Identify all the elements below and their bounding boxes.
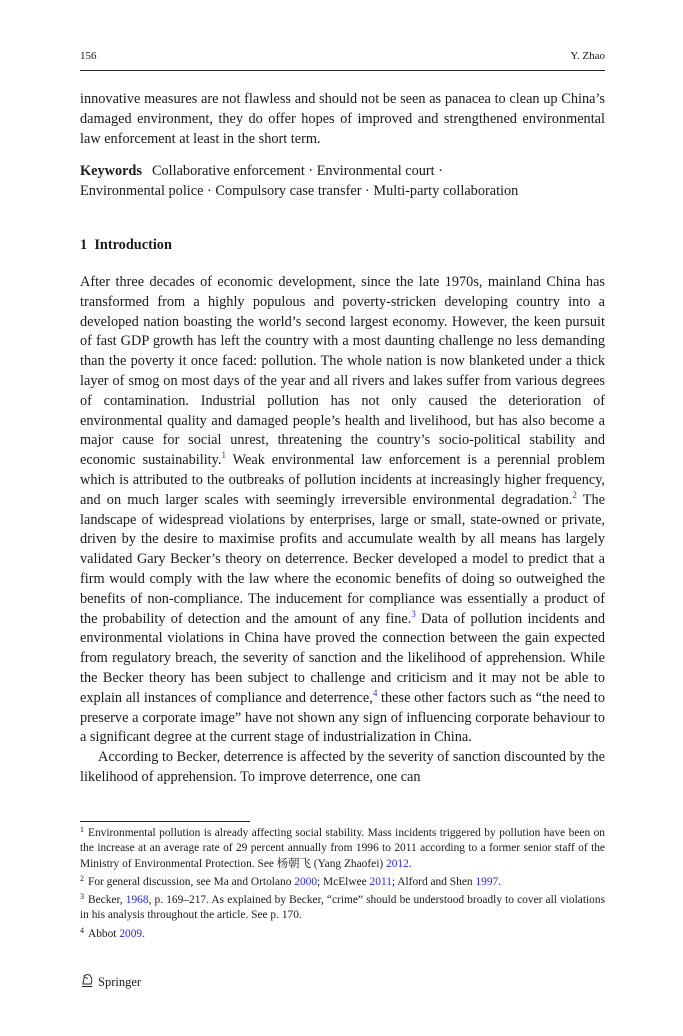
keywords-line-2: Environmental police · Compulsory case transfer · Multi-party collaboration [80, 182, 519, 199]
header-rule [80, 70, 605, 71]
page-number: 156 [80, 50, 97, 62]
publisher-name: Springer [98, 974, 142, 989]
section-number: 1 [80, 237, 88, 253]
footnote-4: $^4$ Abbot 2009. [80, 925, 145, 940]
footnote-2: $^2$ For general discussion, see Ma and Ortolano 2000; McElwee 2011; Alford and Shen 1997. [80, 873, 502, 888]
springer-knight-icon [80, 972, 94, 992]
main-text [80, 273, 605, 788]
section-title: Introduction [94, 237, 172, 253]
citation-link[interactable]: 2012 [386, 857, 409, 870]
keywords-block [80, 162, 605, 202]
footnotes [80, 826, 605, 945]
citation-link[interactable]: 2000 [294, 875, 318, 888]
running-head [80, 50, 605, 62]
footnote-ref-4[interactable]: 4 [372, 687, 378, 698]
footnote-3: $^3$ Becker, 1968, p. 169–217. As explained by Becker, “crime” should be understood broadly to cover all violations in his analysis throughout the article. See p. 170. [80, 892, 605, 922]
paragraph-1: After three decades of economic development, since the late 1970s, mainland China has transformed from a highly populous and poverty-stricken developing country into a developed nation boasting the world’s second largest economy. However, the keen pursuit of fast GDP growth has left the country with a most daunting challenge no less demanding than the poverty it once faced: pollution. The whole nation is now blanketed under a thick layer of smog on most days of the year and all rivers and lakes suffer from various degrees of contamination. Industrial pollution has not only caused the deterioration of environmental quality and damaged people’s health and livelihood, but has also become a major cause for social unrest, threatening the country’s socio-political stability and economic sustainability.$^1$ Weak environmental law enforcement is a perennial problem which is attributed to the outbreaks of pollution incidents at increasingly higher frequency, and on much larger scales with seemingly irreversible environmental degradation.$^2$ The landscape of widespread violations by enterprises, large or small, state-owned or private, driven by the desire to maximise profits and accumulate wealth by all means has largely validated Gary Becker’s theory on deterrence. Becker developed a model to predict that a firm would comply with the law where the economic benefits of doing so outweighed the benefits of non-compliance. The inducement for compliance was essentially a product of the probability of detection and the amount of any fine.$^3$ Data of pollution incidents and environmental violations in China have proved the connection between the gain expected from regulatory breach, the severity of sanction and the likelihood of apprehension. While the Becker theory has been subject to challenge and criticism and it may not be able to explain all instances of compliance and deterrence,$^4$ these other factors such as “the need to preserve a corporate image” have not shown any sign of influencing corporate behaviour to a significant degree at the current stage of industrialization in China. [80, 274, 605, 746]
footnote-rule [80, 821, 250, 822]
footnote-ref-1[interactable]: 1 [221, 450, 226, 461]
running-author: Y. Zhao [570, 50, 605, 62]
abstract-tail: innovative measures are not flawless and should not be seen as panacea to clean up China’s damaged environment, they do offer hopes of improved and strengthened environmental law enforcement at least in the short term. [80, 91, 605, 147]
citation-link[interactable]: 2011 [369, 875, 392, 888]
footnote-1: $^1$ Environmental pollution is already affecting social stability. Mass incidents triggered by pollution have been on the increase at an average rate of 29 percent annually from 1996 to 2011 according to a former senior staff of the Ministry of Environmental Protection. See 杨朝飞 (Yang Zhaofei) 2012. [80, 825, 605, 870]
footnote-ref-3[interactable]: 3 [411, 608, 416, 619]
section-heading [80, 237, 605, 254]
citation-link[interactable]: 1997 [475, 875, 499, 888]
keywords-label: Keywords [80, 163, 142, 179]
keywords-line-1: Collaborative enforcement · Environmental court · [151, 163, 443, 179]
paragraph-2: According to Becker, deterrence is affected by the severity of sanction discounted by the likelihood of apprehension. To improve deterrence, one can [80, 749, 605, 785]
citation-link[interactable]: 1968 [125, 894, 149, 907]
citation-link[interactable]: 2009 [119, 927, 143, 940]
footnote-ref-2[interactable]: 2 [572, 489, 577, 500]
publisher-footer [80, 972, 141, 992]
